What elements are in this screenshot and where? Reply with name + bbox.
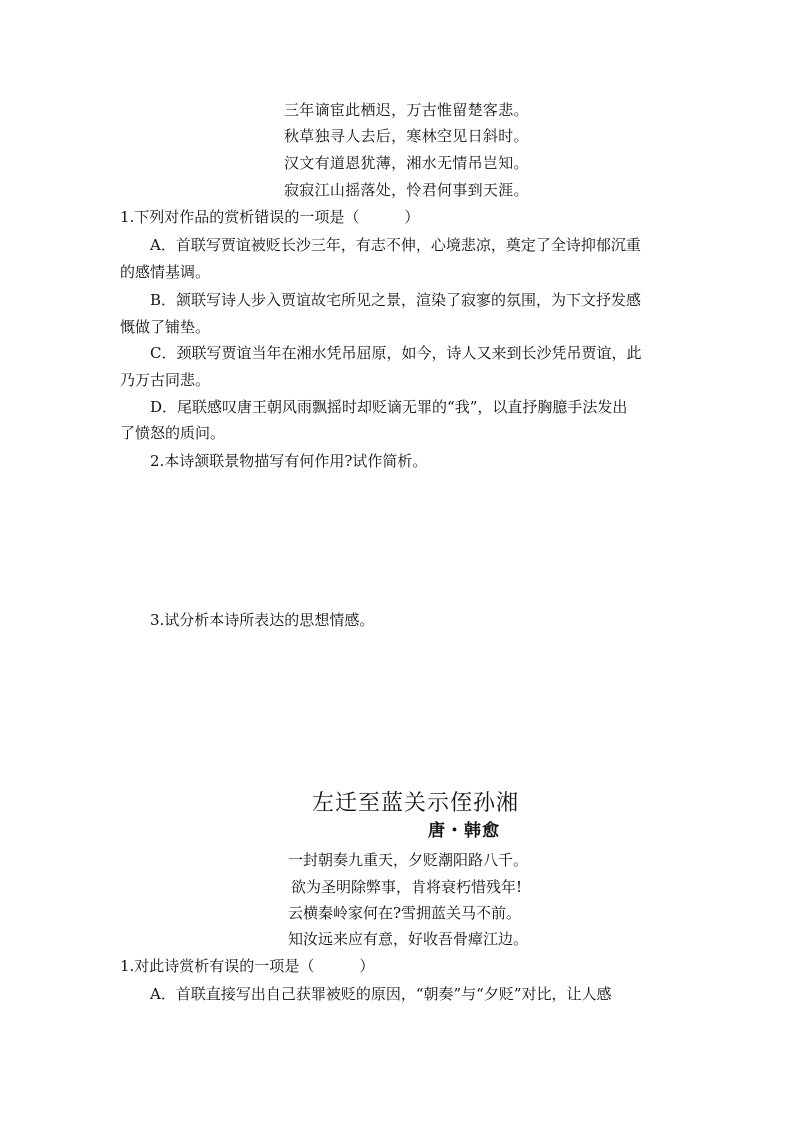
poem2-line-2: 欲为圣明除弊事，肯将衰朽惜残年! — [291, 878, 523, 896]
poem2-line-4: 知汝远来应有意，好收吾骨瘴江边。 — [288, 930, 529, 948]
poem2-line-3: 云横秦岭家何在?雪拥蓝关马不前。 — [288, 904, 522, 922]
question-3-stem: 3.试分析本诗所表达的思想情感。 — [150, 611, 375, 629]
question-4-stem: 1.对此诗赏析有误的一项是（ ） — [120, 957, 375, 975]
question-1-option-c: C．颈联写贾谊当年在湘水凭吊屈原，如今，诗人又来到长沙凭吊贾谊，此 — [150, 344, 642, 362]
question-1-option-a-cont: 的感情基调。 — [120, 263, 211, 281]
poem2-author: 唐・韩愈 — [428, 821, 500, 841]
question-1-option-a: A．首联写贾谊被贬长沙三年，有志不伸，心境悲凉，奠定了全诗抑郁沉重 — [150, 236, 641, 254]
poem2-title: 左迁至蓝关示侄孙湘 — [312, 791, 520, 816]
question-1-option-c-cont: 乃万古同悲。 — [120, 371, 211, 389]
poem1-line-1: 三年谪宦此栖迟，万古惟留楚客悲。 — [284, 101, 529, 119]
question-1-option-d-cont: 了愤怒的质问。 — [120, 424, 226, 442]
question-1-option-b-cont: 慨做了铺垫。 — [120, 318, 211, 336]
question-1-option-b: B．颔联写诗人步入贾谊故宅所见之景，渲染了寂寥的氛围，为下文抒发感 — [150, 291, 642, 309]
question-2-stem: 2.本诗颔联景物描写有何作用?试作简析。 — [150, 452, 428, 470]
poem1-line-4: 寂寂江山摇落处，怜君何事到天涯。 — [284, 181, 529, 199]
question-1-stem: 1.下列对作品的赏析错误的一项是（ ） — [120, 208, 420, 226]
poem2-line-1: 一封朝奏九重天，夕贬潮阳路八千。 — [288, 851, 529, 869]
question-1-option-d: D．尾联感叹唐王朝风雨飘摇时却贬谪无罪的“我”，以直抒胸臆手法发出 — [150, 398, 628, 416]
poem1-line-3: 汉文有道恩犹薄，湘水无情吊岂知。 — [284, 154, 529, 172]
poem1-line-2: 秋草独寻人去后，寒林空见日斜时。 — [284, 127, 529, 145]
question-4-option-a: A．首联直接写出自己获罪被贬的原因，“朝奏”与“夕贬”对比，让人感 — [150, 985, 612, 1003]
